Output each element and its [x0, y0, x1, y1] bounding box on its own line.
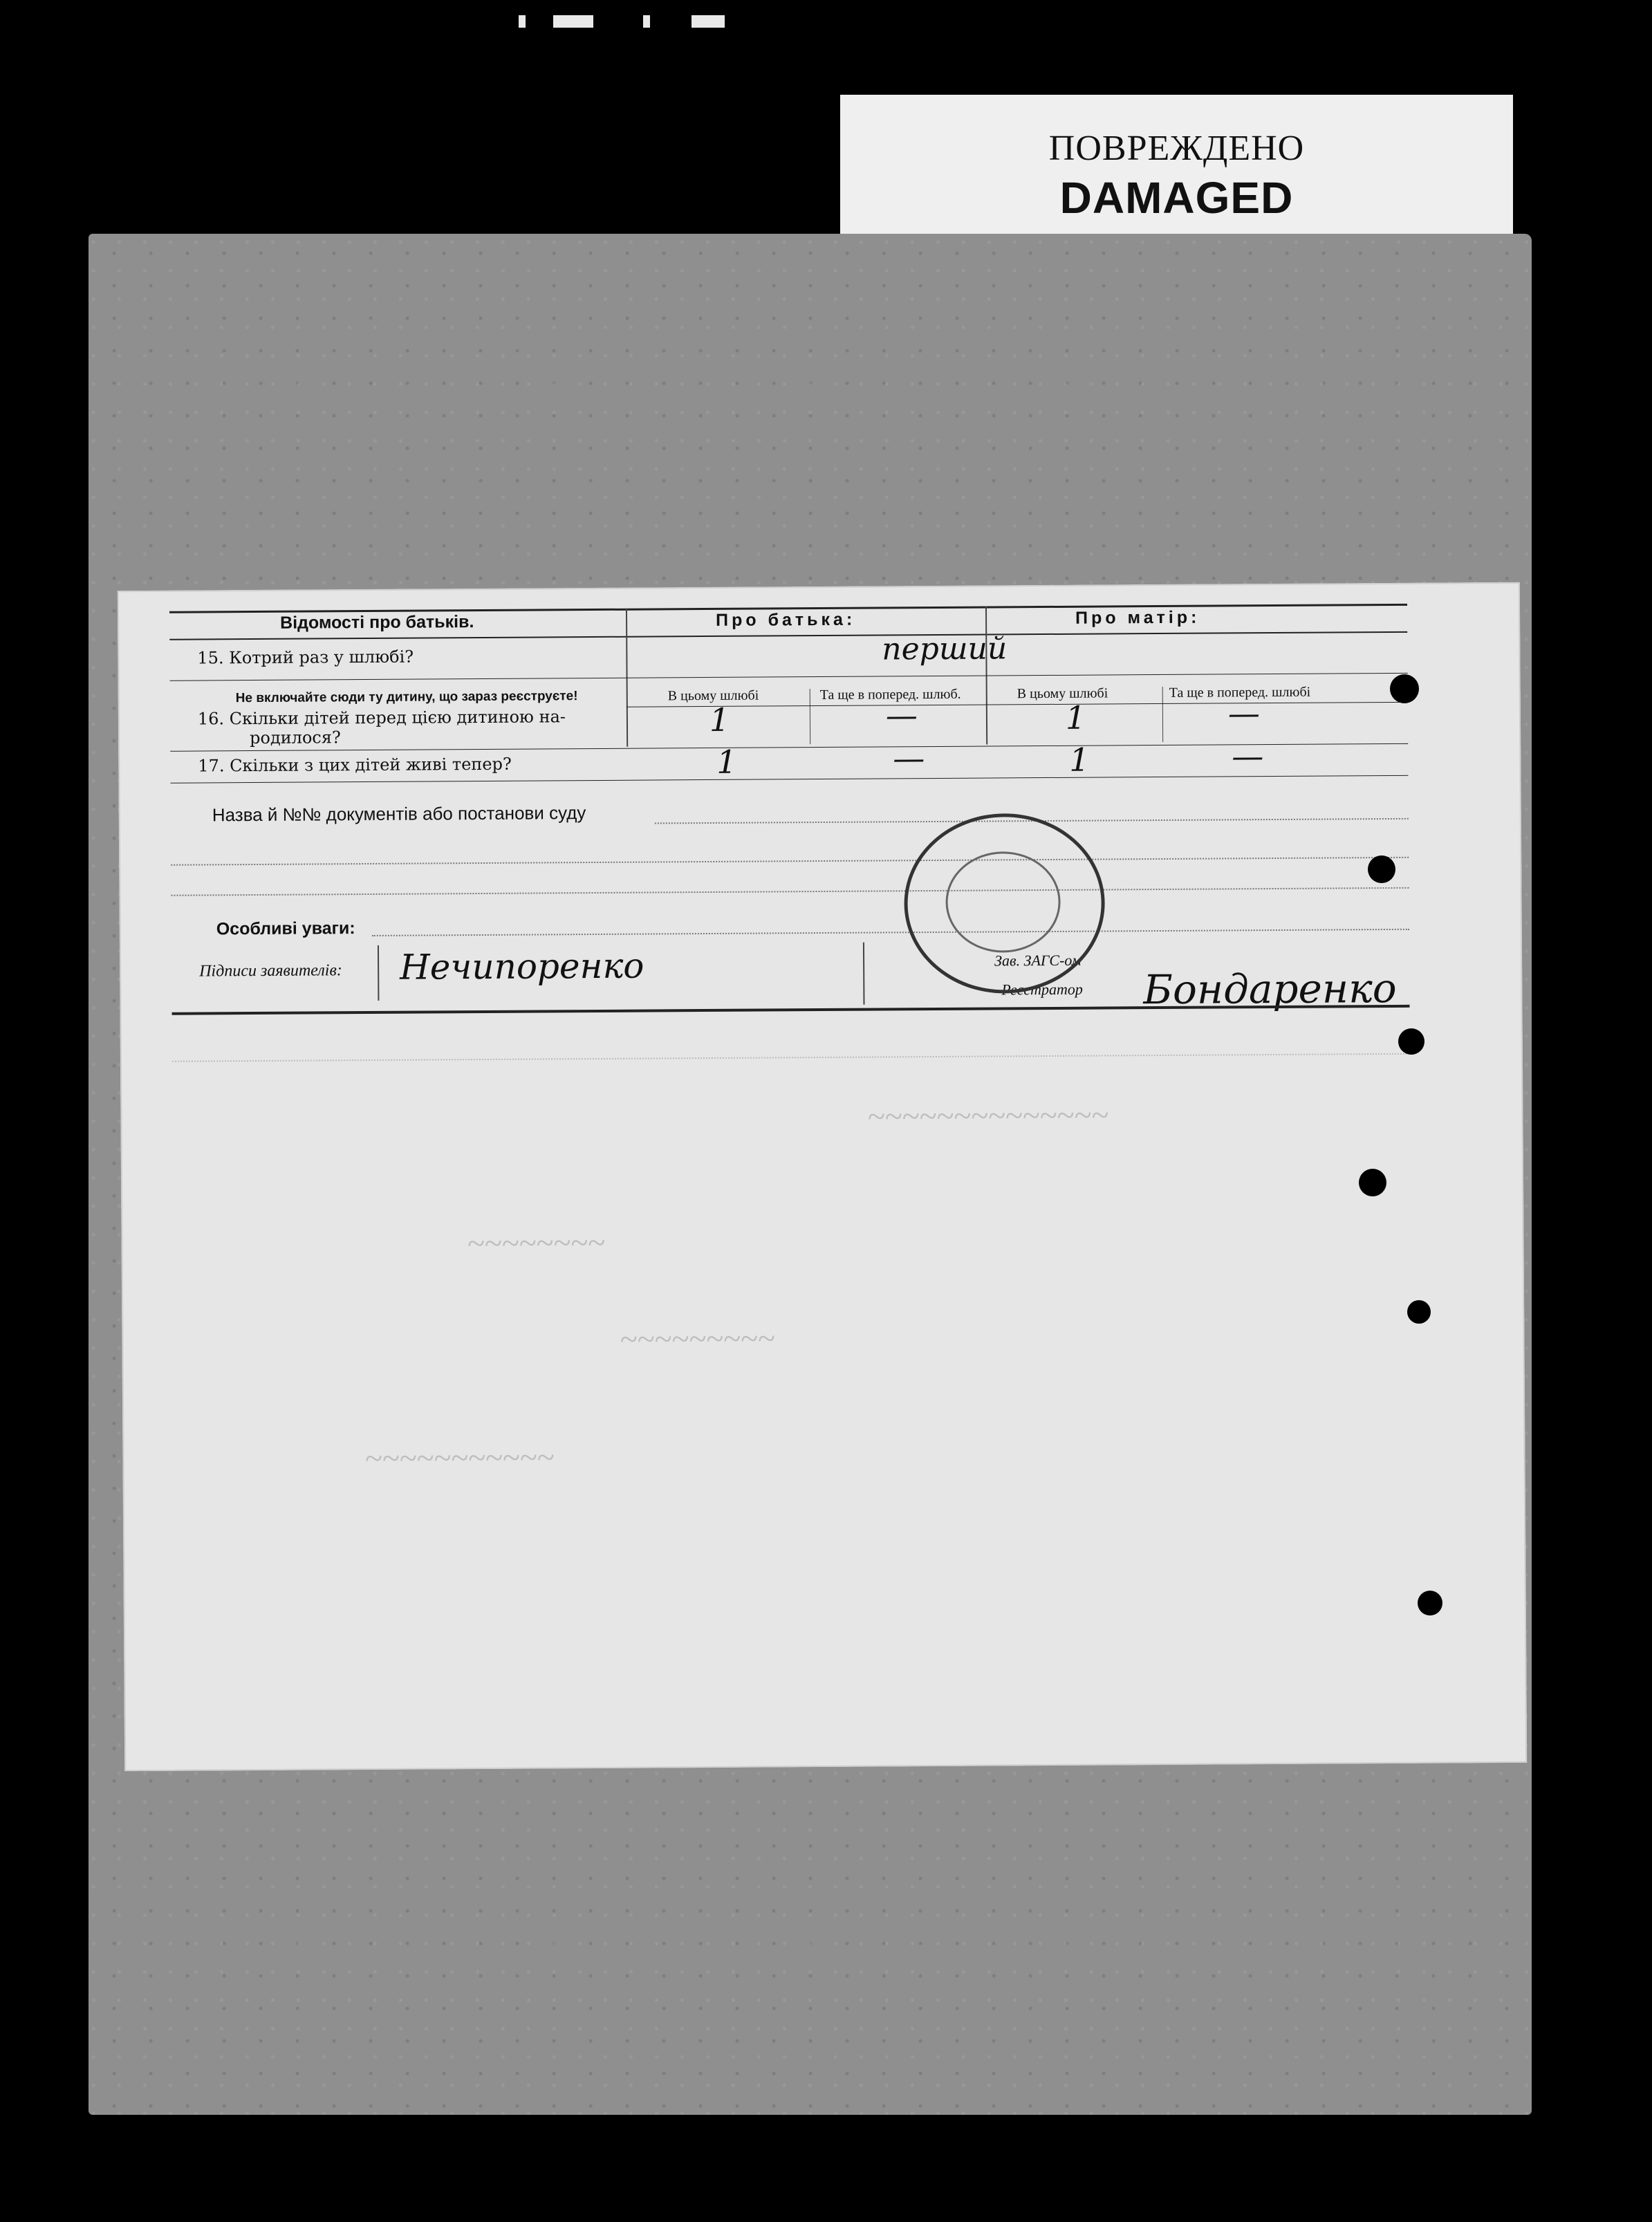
punch-hole — [1418, 1591, 1442, 1615]
column-header-mother: Про матір: — [1075, 607, 1200, 628]
top-edge-marks — [512, 15, 740, 30]
damaged-label — [840, 95, 1513, 237]
form-sheet — [118, 582, 1527, 1771]
q17-father-previous-value: — — [893, 739, 925, 777]
q16-mother-this-marriage-value: 1 — [1065, 698, 1086, 737]
bleed-through-text: ~~~~~~~~ — [467, 1224, 605, 1261]
punch-hole — [1407, 1300, 1431, 1324]
q16-mother-previous-value: — — [1227, 694, 1261, 732]
head-of-registry-label: Зав. ЗАГС-ом — [994, 951, 1082, 970]
applicant-signature: Нечипоренко — [399, 945, 644, 988]
documents-label: Назва й №№ документів або постанови суду — [212, 802, 586, 826]
subheader-father-this-marriage: В цьому шлюбі — [667, 687, 759, 704]
signatures-label: Підписи заявителів: — [199, 961, 342, 981]
question-16-label: 16. Скільки дітей перед цією дитиною на- — [197, 707, 566, 729]
punch-hole — [1390, 674, 1419, 703]
question-17-label: 17. Скільки з цих дітей живі тепер? — [198, 754, 512, 776]
column-header-father: Про батька: — [715, 609, 856, 630]
subheader-mother-previous-marriage: Та ще в поперед. шлюбі — [1169, 684, 1311, 701]
question-16-label-continued: родилося? — [250, 728, 341, 748]
q16-father-previous-value: — — [885, 696, 918, 734]
subheader-father-previous-marriage: Та ще в поперед. шлюб. — [819, 686, 961, 703]
section-title: Відомості про батьків. — [280, 612, 474, 633]
damaged-label-ukrainian: ПОВРЕЖДЕНО — [1048, 129, 1305, 168]
q17-mother-this-marriage-value: 1 — [1069, 741, 1090, 779]
q17-mother-previous-value: — — [1232, 737, 1264, 775]
punch-hole — [1398, 1028, 1424, 1055]
damaged-label-english: DAMAGED — [1059, 173, 1294, 223]
question-15-label: 15. Котрий раз у шлюбі? — [197, 647, 414, 668]
punch-hole — [1359, 1169, 1386, 1196]
question-15-answer: перший — [882, 631, 1008, 667]
official-seal — [904, 813, 1106, 994]
punch-hole — [1368, 855, 1395, 883]
note-exclude-child: Не включайте сюди ту дитину, що зараз реєструєте! — [235, 689, 578, 706]
bleed-through-text: ~~~~~~~~~~~ — [364, 1439, 555, 1476]
special-notes-label: Особливі уваги: — [216, 918, 355, 939]
registrar-label: Реєстратор — [1001, 980, 1083, 999]
subheader-mother-this-marriage: В цьому шлюбі — [1017, 685, 1108, 702]
q17-father-this-marriage-value: 1 — [716, 743, 737, 781]
registrar-signature: Бондаренко — [1143, 964, 1397, 1014]
bleed-through-text: ~~~~~~~~~ — [620, 1320, 775, 1357]
q16-father-this-marriage-value: 1 — [709, 701, 730, 739]
bleed-through-text: ~~~~~~~~~~~~~~ — [867, 1097, 1109, 1134]
